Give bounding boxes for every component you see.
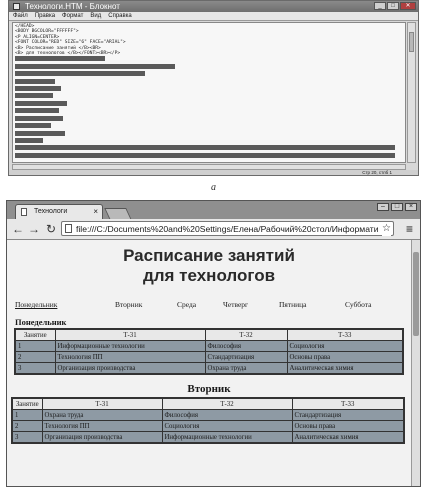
column-header: Т-33 [292, 398, 404, 410]
day-link-tuesday: Вторник [115, 300, 143, 309]
address-bar[interactable] [61, 221, 394, 236]
day-link-saturday: Суббота [345, 300, 372, 309]
back-icon[interactable]: ← [12, 222, 24, 236]
caption-a: а [211, 182, 216, 193]
table-cell: Стандартизация [205, 352, 287, 363]
notepad-statusbar: Стр 20, стлб 1 [9, 170, 418, 175]
notepad-vertical-scrollbar[interactable] [407, 22, 416, 163]
code-line: </HEAD> [15, 24, 35, 29]
table-cell: Социология [162, 421, 292, 432]
table-row [15, 352, 403, 363]
monday-table [14, 328, 404, 375]
menu-file[interactable]: Файл [13, 13, 28, 19]
browser-tabstrip [7, 201, 420, 219]
table-row [15, 363, 403, 375]
code-line: <BODY BGCOLOR="FFFFFF"> [15, 29, 79, 35]
table-cell: Организация производства [55, 363, 205, 375]
table-cell: Стандартизация [292, 410, 404, 421]
tuesday-table [11, 397, 405, 444]
page-icon [21, 208, 27, 216]
table-cell: Охрана труда [42, 410, 162, 421]
table-cell: Технология ПП [42, 421, 162, 432]
day-links [7, 300, 411, 314]
browser-vertical-scrollbar[interactable] [411, 240, 420, 486]
maximize-icon[interactable]: □ [387, 2, 399, 10]
menu-help[interactable]: Справка [108, 13, 132, 19]
table-row [15, 341, 403, 352]
table-cell: Философия [205, 341, 287, 352]
bookmark-star-icon[interactable]: ☆ [382, 223, 391, 234]
page-title-line1: Расписание занятий [123, 246, 295, 265]
table-cell: Аналитическая химия [287, 363, 403, 375]
page-icon [65, 224, 72, 233]
column-header: Т-31 [55, 329, 205, 341]
table-cell: Основы права [292, 421, 404, 432]
browser-toolbar [7, 219, 420, 240]
close-icon[interactable]: × [405, 203, 417, 211]
code-line: <P ALIGN=CENTER> [15, 34, 60, 40]
table-cell: Философия [162, 410, 292, 421]
column-header: Занятие [15, 329, 55, 341]
notepad-menubar [9, 12, 418, 21]
minimize-icon[interactable]: – [377, 203, 389, 211]
notepad-titlebar [9, 1, 418, 12]
table-cell: 2 [12, 421, 42, 432]
notepad-text-area[interactable] [12, 22, 406, 163]
menu-icon[interactable]: ≡ [405, 222, 413, 236]
column-header: Занятие [12, 398, 42, 410]
code-line: <B> Расписание занятий </B><BR> [15, 45, 101, 51]
page-title [7, 246, 411, 286]
table-cell: Аналитическая химия [292, 432, 404, 444]
menu-format[interactable]: Формат [62, 13, 84, 19]
table-cell: 3 [15, 363, 55, 375]
table-row [12, 410, 404, 421]
column-header: Т-31 [42, 398, 162, 410]
day-link-friday: Пятница [279, 300, 307, 309]
table-cell: Технология ПП [55, 352, 205, 363]
column-header: Т-32 [205, 329, 287, 341]
page-title-line2: для технологов [142, 266, 276, 285]
table-header-row [12, 398, 404, 410]
notepad-title: Технологи.HTM - Блокнот [25, 2, 120, 11]
table-cell: Организация производства [42, 432, 162, 444]
monday-heading: Понедельник [15, 317, 67, 327]
day-link-thursday: Четверг [223, 300, 249, 309]
table-cell: Информационные технологии [55, 341, 205, 352]
tab-close-icon[interactable]: × [93, 207, 98, 216]
page-content [7, 240, 411, 486]
minimize-icon[interactable]: _ [374, 2, 386, 10]
menu-edit[interactable]: Правка [34, 13, 56, 19]
browser-window [6, 200, 421, 487]
tab-title: Технологи [34, 208, 68, 215]
day-link-wednesday: Среда [177, 300, 197, 309]
column-header: Т-32 [162, 398, 292, 410]
table-cell: Информационные технологии [162, 432, 292, 444]
close-icon[interactable]: ✕ [400, 2, 416, 10]
table-cell: 1 [15, 341, 55, 352]
table-cell: Основы права [287, 352, 403, 363]
reload-icon[interactable]: ↻ [45, 222, 57, 236]
notepad-app-icon [13, 3, 20, 10]
table-cell: Охрана труда [205, 363, 287, 375]
table-cell: 2 [15, 352, 55, 363]
tuesday-heading: Вторник [187, 383, 231, 395]
code-line: <FONT COLOR="RED" SIZE="6" FACE="ARIAL"> [15, 40, 126, 46]
table-cell: 1 [12, 410, 42, 421]
maximize-icon[interactable]: □ [391, 203, 403, 211]
selected-code-block [15, 56, 403, 160]
day-link-monday[interactable]: Понедельник [15, 300, 58, 309]
address-bar-url: file:///C:/Documents%20and%20Settings/Елена/Рабочий%20стол/Информати [76, 224, 379, 234]
table-row [12, 421, 404, 432]
forward-icon[interactable]: → [28, 222, 40, 236]
column-header: Т-33 [287, 329, 403, 341]
browser-tab[interactable] [15, 204, 103, 219]
notepad-window [8, 0, 419, 176]
table-cell: 3 [12, 432, 42, 444]
menu-view[interactable]: Вид [90, 13, 102, 19]
table-cell: Социология [287, 341, 403, 352]
table-row [12, 432, 404, 444]
code-line: <B> для технологов </B></FONT><BR></P> [15, 51, 121, 57]
table-header-row [15, 329, 403, 341]
